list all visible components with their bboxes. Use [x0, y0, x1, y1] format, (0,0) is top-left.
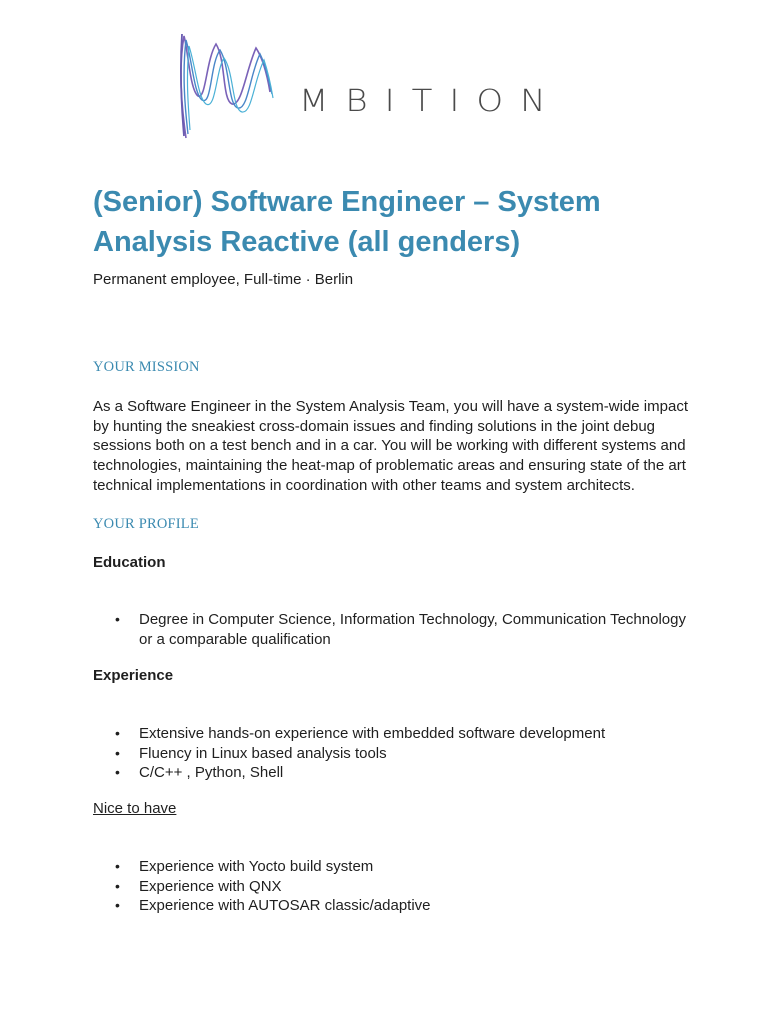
bullet-icon: •	[115, 611, 120, 627]
profile-heading: YOUR PROFILE	[93, 516, 199, 532]
nice-to-have-heading: Nice to have	[93, 800, 177, 817]
list-item	[93, 724, 693, 744]
mbition-logo	[176, 30, 576, 140]
bullet-icon: •	[115, 725, 120, 741]
education-list	[93, 610, 693, 649]
experience-list	[93, 724, 693, 783]
list-item	[93, 896, 693, 916]
list-item-text: Extensive hands-on experience with embedded software development	[139, 725, 606, 742]
mbition-wordmark: MBITION	[299, 83, 563, 119]
job-subtitle: Permanent employee, Full-time · Berlin	[93, 271, 354, 288]
education-heading: Education	[93, 554, 166, 571]
bullet-icon: •	[115, 744, 120, 761]
list-item	[93, 877, 693, 897]
list-item	[93, 610, 693, 649]
bullet-icon: •	[115, 897, 120, 914]
bullet-icon: •	[115, 858, 120, 874]
experience-heading: Experience	[93, 667, 174, 684]
list-item-text: Fluency in Linux based analysis tools	[139, 744, 387, 762]
nice-to-have-list	[93, 857, 693, 916]
bullet-icon: •	[115, 877, 120, 894]
mbition-logo-mark-icon	[176, 30, 276, 140]
job-title: (Senior) Software Engineer – System Analysis Reactive (all genders)	[93, 186, 601, 258]
list-item	[93, 763, 693, 783]
list-item-text: Experience with AUTOSAR classic/adaptive	[139, 897, 431, 915]
list-item-text: Experience with Yocto build system	[139, 858, 374, 875]
list-item	[93, 744, 693, 764]
list-item-text: Degree in Computer Science, Information Technology, Communication Technology or a comparable qualification	[139, 611, 686, 648]
mission-text: As a Software Engineer in the System Analysis Team, you will have a system-wide impact by hunting the sneakiest cross-domain issues and finding solutions in the joint debug sessions both on a test bench and in a car. You will be working with different systems and technologies, maintaining the heat-map of problematic areas and ensuring state of the art technical implementations in coordination with other teams and system architects.	[93, 398, 688, 494]
list-item	[93, 857, 693, 877]
list-item-text: Experience with QNX	[139, 877, 282, 895]
bullet-icon: •	[115, 764, 120, 781]
mission-heading: YOUR MISSION	[93, 359, 200, 375]
list-item-text: C/C++ , Python, Shell	[139, 764, 284, 782]
